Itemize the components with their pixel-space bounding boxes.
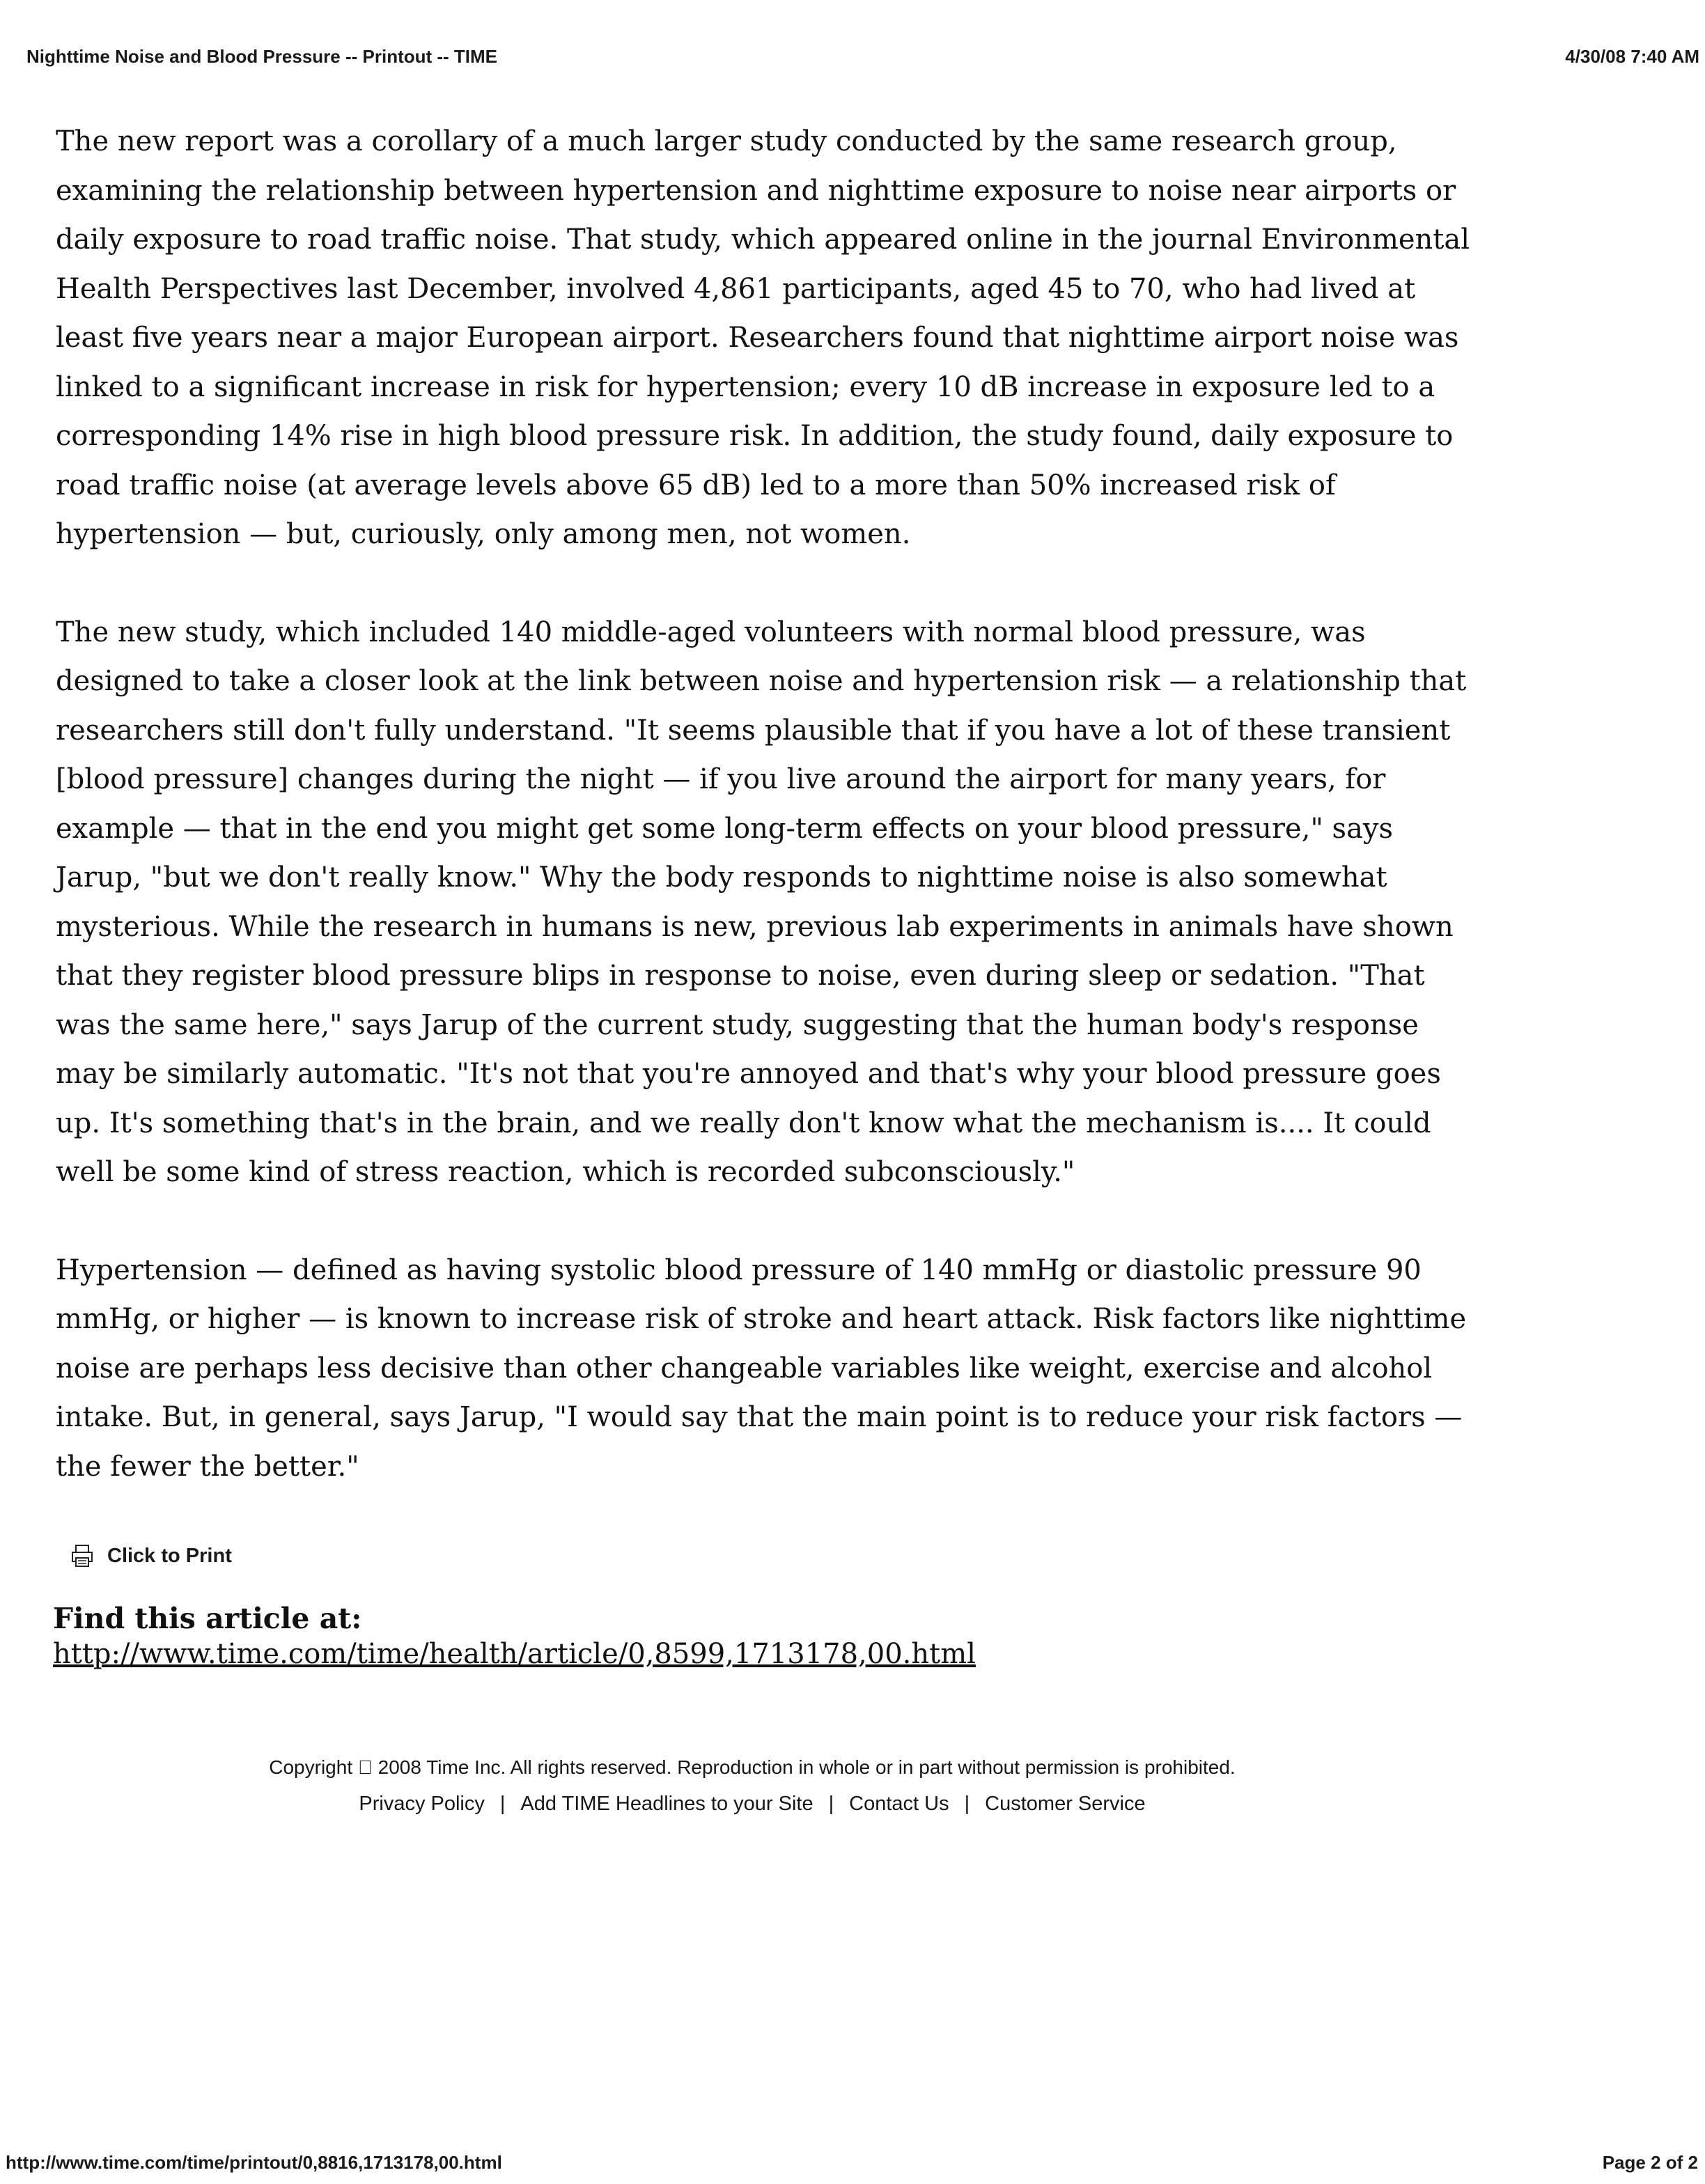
page-header-datetime: 4/30/08 7:40 AM (1565, 46, 1699, 67)
page-header-title: Nighttime Noise and Blood Pressure -- Printout -- TIME (26, 46, 498, 67)
add-headlines-link[interactable]: Add TIME Headlines to your Site (520, 1793, 813, 1815)
printout-url: http://www.time.com/time/printout/0,8816,1713178,00.html (6, 2152, 502, 2173)
customer-service-link[interactable]: Customer Service (985, 1793, 1146, 1815)
click-to-print-link[interactable] (70, 1543, 232, 1568)
find-article-heading: Find this article at: (53, 1602, 362, 1635)
printer-icon (70, 1543, 95, 1568)
contact-us-link[interactable]: Contact Us (849, 1793, 949, 1815)
link-separator: | (828, 1793, 834, 1815)
article-url-link[interactable]: http://www.time.com/time/health/article/0,8599,1713178,00.html (53, 1638, 976, 1670)
click-to-print-label[interactable]: Click to Print (107, 1544, 232, 1567)
link-separator: | (964, 1793, 970, 1815)
article-paragraph: Hypertension — defined as having systolic blood pressure of 140 mmHg or diastolic pressure 90 mmHg, or higher — is known to increase risk of stroke and heart attack. Risk factors like nighttime noise are perhaps less decisive than other changeable variables like weight, exercise and alcohol intake. But, in general, says Jarup, "I would say that the main point is to reduce your risk factors — the fewer the better." (56, 1254, 1467, 1483)
page-number: Page 2 of 2 (1602, 2152, 1698, 2173)
privacy-policy-link[interactable]: Privacy Policy (359, 1793, 485, 1815)
link-separator: | (499, 1793, 506, 1815)
article-paragraph: The new study, which included 140 middle-aged volunteers with normal blood pressure, was designed to take a closer look at the link between noise and hypertension risk — a relationship that researchers still don't fully understand. "It seems plausible that if you have a lot of these transient [blood pressure] changes during the night — if you live around the airport for many years, for example — that in the end you might get some long-term effects on your blood pressure," says Jarup, "but we don't really know." Why the body responds to nighttime noise is also somewhat mysterious. While the research in humans is new, previous lab experiments in animals have shown that they register blood pressure blips in response to noise, even during sleep or sedation. "That was the same here," says Jarup of the current study, suggesting that the human body's response may be similarly automatic. "It's not that you're annoyed and that's why your blood pressure goes up. It's something that's in the brain, and we really don't know what the mechanism is.... It could well be some kind of stress reaction, which is recorded subconsciously." (56, 616, 1467, 1188)
article-paragraph: The new report was a corollary of a much larger study conducted by the same research group, examining the relationship between hypertension and nighttime exposure to noise near airports or daily exposure to road traffic noise. That study, which appeared online in the journal Environmental Health Perspectives last December, involved 4,861 participants, aged 45 to 70, who had lived at least five years near a major European airport. Researchers found that nighttime airport noise was linked to a significant increase in risk for hypertension; every 10 dB increase in exposure led to a corresponding 14% rise in high blood pressure risk. In addition, the study found, daily exposure to road traffic noise (at average levels above 65 dB) led to a more than 50% increased risk of hypertension — but, curiously, only among men, not women. (56, 125, 1470, 550)
footer-links (0, 1793, 1504, 1816)
copyright-notice: Copyright   2008 Time Inc. All rights reserved. Reproduction in whole or in part without permission is prohibited. (269, 1756, 1236, 1778)
article-body (56, 117, 1477, 1540)
